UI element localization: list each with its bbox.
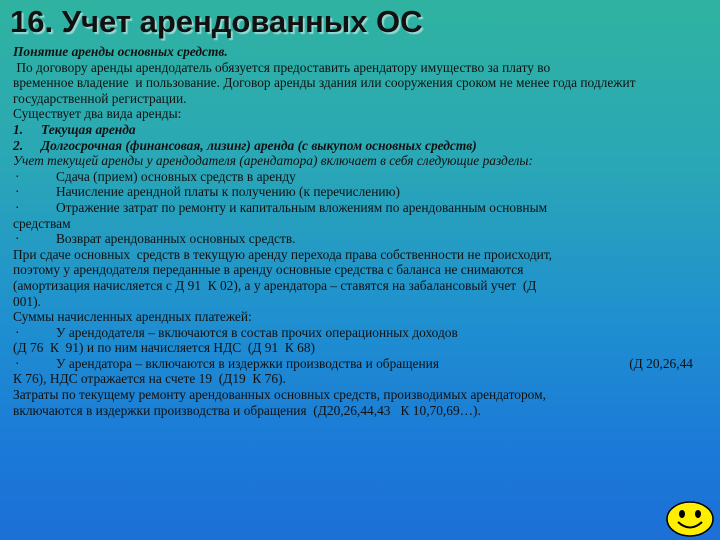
bullet-icon: · (15, 184, 20, 200)
bullet-item (13, 184, 705, 200)
bullet-icon: · (15, 168, 20, 184)
types-intro: Существует два вида аренды: (13, 106, 182, 122)
bullet-text: Начисление арендной платы к получению (к перечислению) (56, 184, 401, 200)
paragraph-line: включаются в издержки производства и обращения (Д20,26,44,43 К 10,70,69…). (13, 402, 481, 418)
bullet-text: У арендодателя – включаются в состав прочих операционных доходов (56, 324, 458, 340)
bullet-icon: · (15, 355, 20, 371)
paragraph-line: временное владение и пользование. Договор аренды здания или сооружения сроком не менее года подлежит (13, 75, 636, 91)
bullet-item (13, 325, 705, 341)
sections-intro: Учет текущей аренды у арендодателя (арендатора) включает в себя следующие разделы: (13, 153, 533, 169)
bullet-text: Сдача (прием) основных средств в аренду (56, 168, 296, 184)
bullet-text: У арендатора – включаются в издержки производства и обращения (56, 355, 439, 371)
bullet-item (13, 169, 705, 185)
type-number: 2. (13, 137, 24, 153)
bullet-item (13, 231, 705, 247)
bullet-icon: · (15, 231, 20, 247)
bullet-continuation: средствам (13, 215, 71, 231)
paragraph-line: По договору аренды арендодатель обязуется предоставить арендатору имущество за плату во (13, 59, 551, 75)
bullet-icon: · (15, 324, 20, 340)
bullet-icon: · (15, 199, 20, 215)
paragraph-line: 001). (13, 293, 41, 309)
type-number: 1. (13, 121, 24, 137)
type-item-1 (13, 122, 705, 138)
paragraph-line: Затраты по текущему ремонту арендованных основных средств, производимых арендатором, (13, 387, 546, 403)
type-label: Текущая аренда (41, 121, 136, 137)
paragraph-line: поэтому у арендодателя переданные в аренду основные средства с баланса не снимаются (13, 262, 524, 278)
bullet-text: Возврат арендованных основных средств. (56, 231, 296, 247)
type-item-2 (13, 138, 705, 154)
paragraph-line: государственной регистрации. (13, 90, 187, 106)
slide-content (13, 44, 705, 418)
slide-title: 16. Учет арендованных ОС (10, 4, 423, 39)
bullet-item (13, 200, 705, 216)
bullet-text-right: (Д 20,26,44 (629, 355, 693, 371)
payments-heading: Суммы начисленных арендных платежей: (13, 309, 252, 325)
bullet-text: Отражение затрат по ремонту и капитальным вложениям по арендованным основным (56, 199, 548, 215)
bullet-continuation: (Д 76 К 91) и по ним начисляется НДС (Д 91 К 68) (13, 340, 315, 356)
type-label: Долгосрочная (финансовая, лизинг) аренда (с выкупом основных средств) (41, 137, 477, 153)
section-heading: Понятие аренды основных средств. (13, 44, 228, 59)
bullet-item (13, 356, 705, 372)
paragraph-line: При сдаче основных средств в текущую аренду перехода права собственности не происходит, (13, 246, 553, 262)
smiley-face-icon (665, 500, 715, 538)
paragraph-line: (амортизация начисляется с Д 91 К 02), а у арендатора – ставятся на забалансовый учет (Д (13, 277, 537, 293)
bullet-continuation: К 76), НДС отражается на счете 19 (Д19 К 76). (13, 371, 286, 387)
